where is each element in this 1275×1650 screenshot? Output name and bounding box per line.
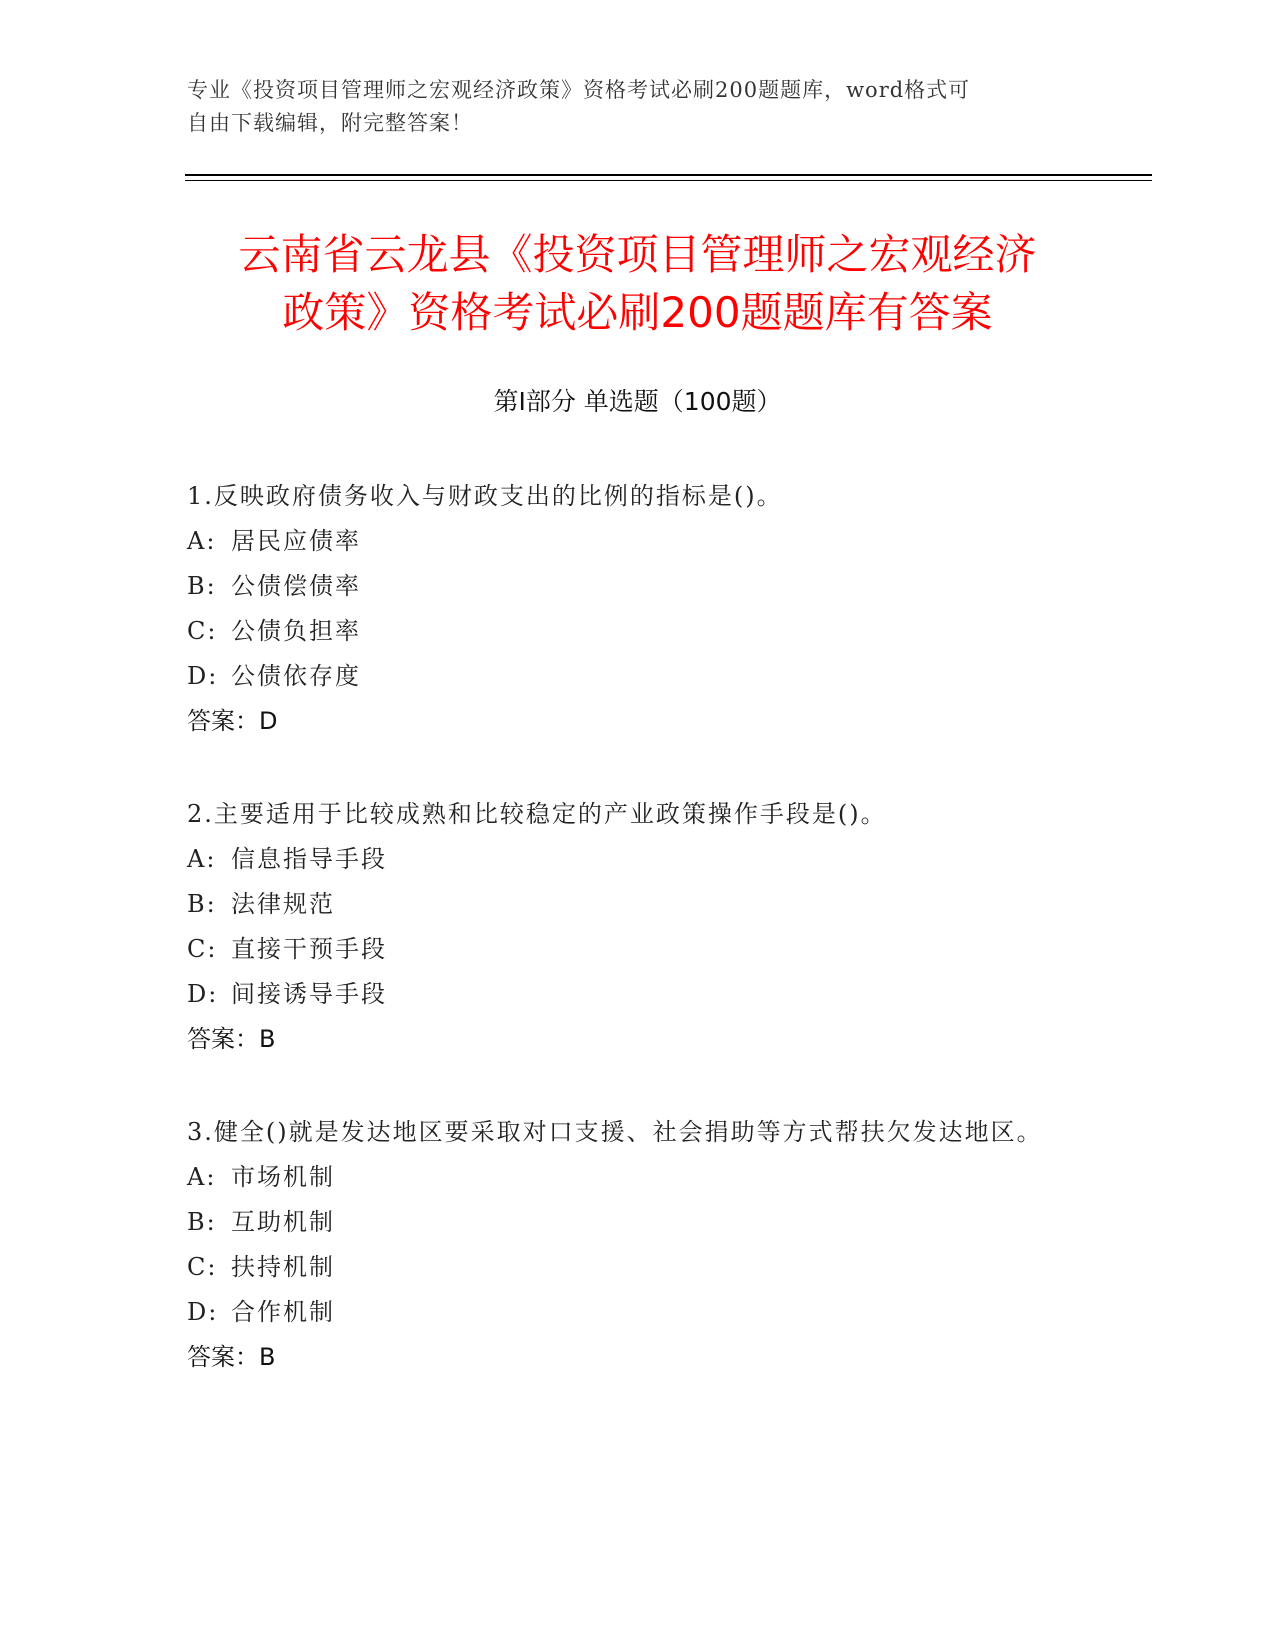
- option-c: [187, 609, 1057, 654]
- option-letter: A:: [187, 527, 217, 555]
- option-text: 信息指导手段: [231, 845, 387, 873]
- option-b: [187, 882, 1057, 927]
- option-letter: D:: [187, 980, 219, 1008]
- option-text: 公债偿债率: [231, 572, 361, 600]
- option-text: 居民应债率: [231, 527, 361, 555]
- question-list: [187, 474, 1057, 1428]
- option-text: 合作机制: [231, 1298, 335, 1326]
- header-divider-thick: [185, 174, 1152, 176]
- intro-line-2: 自由下载编辑，附完整答案！: [187, 111, 473, 135]
- title-line-1: 云南省云龙县《投资项目管理师之宏观经济: [238, 230, 1037, 279]
- option-a: [187, 837, 1057, 882]
- answer-line: 答案：B: [187, 1025, 276, 1053]
- answer-line: 答案：D: [187, 707, 278, 735]
- option-text: 扶持机制: [231, 1253, 335, 1281]
- option-text: 互助机制: [231, 1208, 335, 1236]
- option-text: 市场机制: [231, 1163, 335, 1191]
- question-stem: 2.主要适用于比较成熟和比较稳定的产业政策操作手段是()。: [187, 800, 887, 828]
- option-c: [187, 1245, 1057, 1290]
- option-d: [187, 972, 1057, 1017]
- option-d: [187, 654, 1057, 699]
- option-text: 间接诱导手段: [231, 980, 387, 1008]
- option-letter: A:: [187, 845, 217, 873]
- option-text: 法律规范: [231, 890, 335, 918]
- option-letter: B:: [187, 1208, 217, 1236]
- option-letter: A:: [187, 1163, 217, 1191]
- section-heading: 第Ⅰ部分 单选题（100题）: [493, 387, 782, 416]
- option-b: [187, 564, 1057, 609]
- option-a: [187, 519, 1057, 564]
- question-stem: 3.健全()就是发达地区要采取对口支援、社会捐助等方式帮扶欠发达地区。: [187, 1118, 1043, 1146]
- option-letter: C:: [187, 617, 218, 645]
- question-2: [187, 792, 1057, 1062]
- option-letter: D:: [187, 1298, 219, 1326]
- option-text: 公债依存度: [231, 662, 361, 690]
- intro-line-1: 专业《投资项目管理师之宏观经济政策》资格考试必刷200题题库，word格式可: [187, 78, 971, 102]
- option-letter: C:: [187, 935, 218, 963]
- header-divider-thin: [185, 180, 1152, 181]
- question-3: [187, 1110, 1057, 1380]
- option-letter: D:: [187, 662, 219, 690]
- option-letter: C:: [187, 1253, 218, 1281]
- intro-text: [187, 74, 1067, 140]
- question-stem: 1.反映政府债务收入与财政支出的比例的指标是()。: [187, 482, 783, 510]
- title-line-2: 政策》资格考试必刷200题题库有答案: [282, 288, 993, 337]
- option-b: [187, 1200, 1057, 1245]
- option-c: [187, 927, 1057, 972]
- option-text: 直接干预手段: [231, 935, 387, 963]
- option-text: 公债负担率: [231, 617, 361, 645]
- document-title: [160, 226, 1115, 342]
- answer-line: 答案：B: [187, 1343, 276, 1371]
- option-d: [187, 1290, 1057, 1335]
- option-letter: B:: [187, 890, 217, 918]
- question-1: [187, 474, 1057, 744]
- option-a: [187, 1155, 1057, 1200]
- option-letter: B:: [187, 572, 217, 600]
